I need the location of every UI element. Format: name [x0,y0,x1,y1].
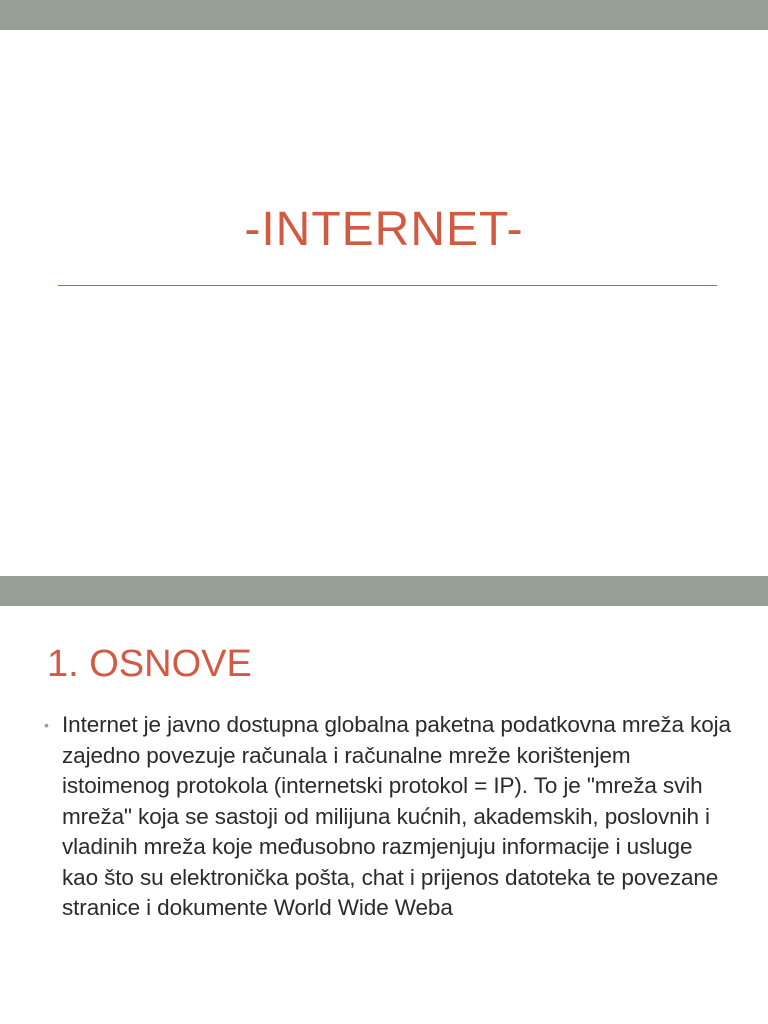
section-heading: 1. OSNOVE [47,643,252,685]
bullet-item [44,710,734,924]
slide-title: -INTERNET- [244,203,524,256]
bullet-marker: • [44,717,49,733]
slide-top-band [0,576,768,606]
slide-top-band [0,0,768,30]
content-slide [0,576,768,1024]
title-underline [58,285,717,286]
bullet-text: Internet je javno dostupna globalna paketna podatkovna mreža koja zajedno povezuje računala i računalne mreže korištenjem istoimenog protokola (internetski protokol = IP). To je "mreža svih mreža" koja se sastoji od milijuna kućnih, akademskih, poslovnih i vladinih mreža koje međusobno razmjenjuju informacije i usluge kao što su elektronička pošta, chat i prijenos datoteka te povezane stranice i dokumente World Wide Weba [62,712,731,920]
bullet-list [44,710,734,924]
